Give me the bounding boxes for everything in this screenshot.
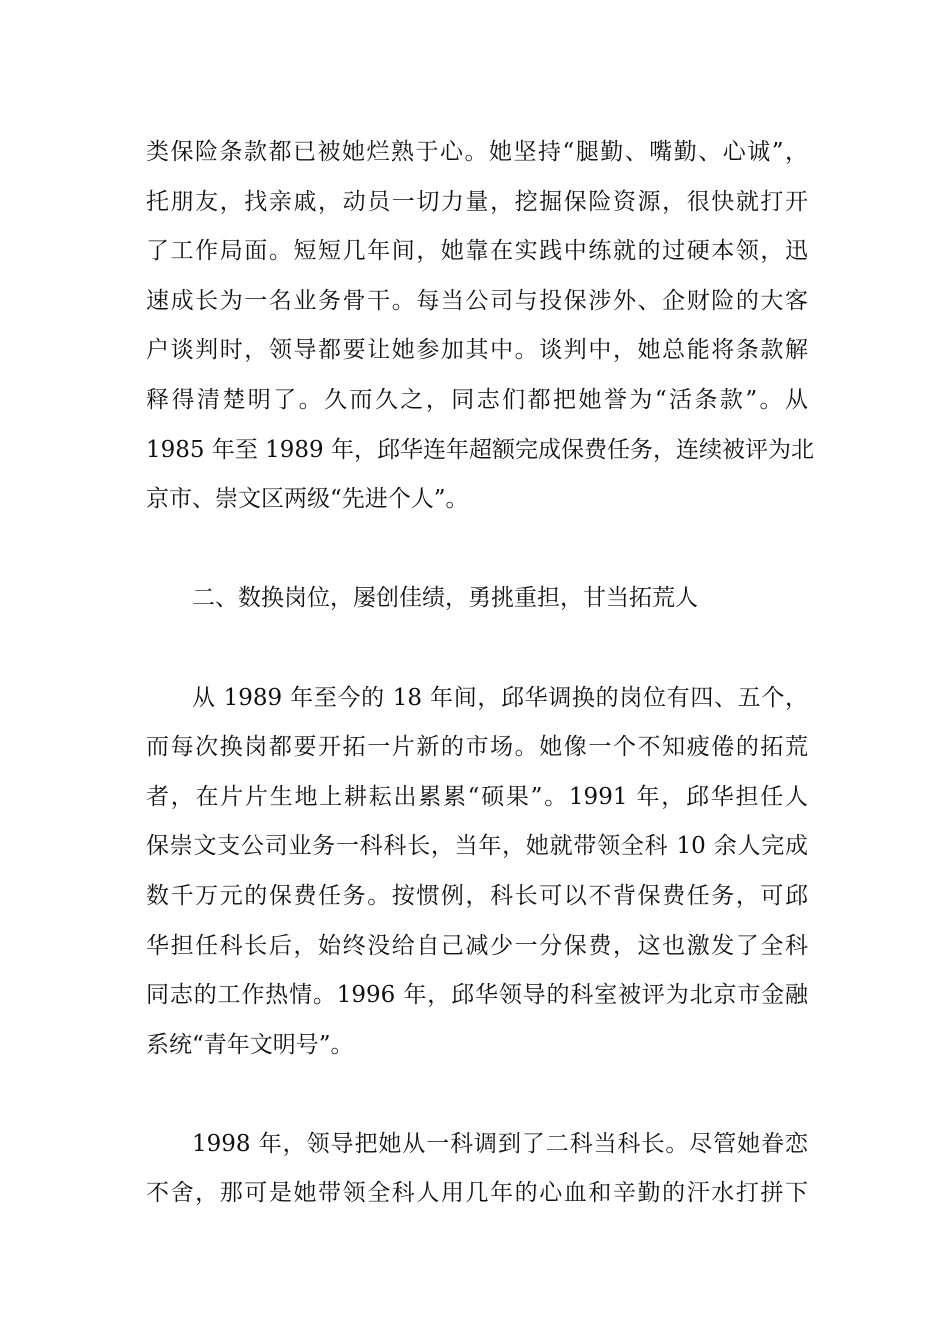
text-line: 从 1989 年至今的 18 年间，邱华调换的岗位有四、五个， [192, 684, 808, 711]
section-heading [146, 574, 808, 624]
section-heading-text: 二、数换岗位，屡创佳绩，勇挑重担，甘当拓荒人 [192, 585, 698, 612]
text-line: 1998 年，领导把她从一科调到了二科当科长。尽管她眷恋 [192, 1130, 808, 1157]
paragraph-1 [146, 128, 814, 525]
text-line: 系统“青年文明号”。 [146, 1031, 354, 1058]
text-line: 数千万元的保费任务。按惯例，科长可以不背保费任务，可邱 [146, 882, 808, 909]
text-line: 京市、崇文区两级“先进个人”。 [146, 486, 469, 513]
paragraph-3 [146, 1120, 808, 1219]
text-line: 不舍，那可是她带领全科人用几年的心血和辛勤的汗水打拼下 [146, 1180, 808, 1207]
text-line: 托朋友，找亲戚，动员一切力量，挖掘保险资源，很快就打开 [146, 188, 808, 215]
document-body [146, 128, 814, 1219]
text-line: 速成长为一名业务骨干。每当公司与投保涉外、企财险的大客 [146, 287, 808, 314]
text-line: 类保险条款都已被她烂熟于心。她坚持“腿勤、嘴勤、心诚”， [146, 139, 808, 165]
text-line: 华担任科长后，始终没给自己减少一分保费，这也激发了全科 [146, 932, 808, 959]
text-line: 者，在片片生地上耕耘出累累“硕果”。1991 年，邱华担任人 [146, 783, 808, 810]
text-line: 1985 年至 1989 年，邱华连年超额完成保费任务，连续被评为北 [146, 436, 814, 463]
text-line: 了工作局面。短短几年间，她靠在实践中练就的过硬本领，迅 [146, 238, 808, 265]
paragraph-2 [146, 674, 808, 1071]
text-line: 户谈判时，领导都要让她参加其中。谈判中，她总能将条款解 [146, 337, 808, 364]
text-line: 保崇文支公司业务一科科长，当年，她就带领全科 10 余人完成 [146, 833, 808, 860]
text-line: 释得清楚明了。久而久之，同志们都把她誉为“活条款”。从 [146, 386, 808, 413]
text-line: 同志的工作热情。1996 年，邱华领导的科室被评为北京市金融 [146, 982, 808, 1009]
text-line: 而每次换岗都要开拓一片新的市场。她像一个不知疲倦的拓荒 [146, 734, 808, 761]
